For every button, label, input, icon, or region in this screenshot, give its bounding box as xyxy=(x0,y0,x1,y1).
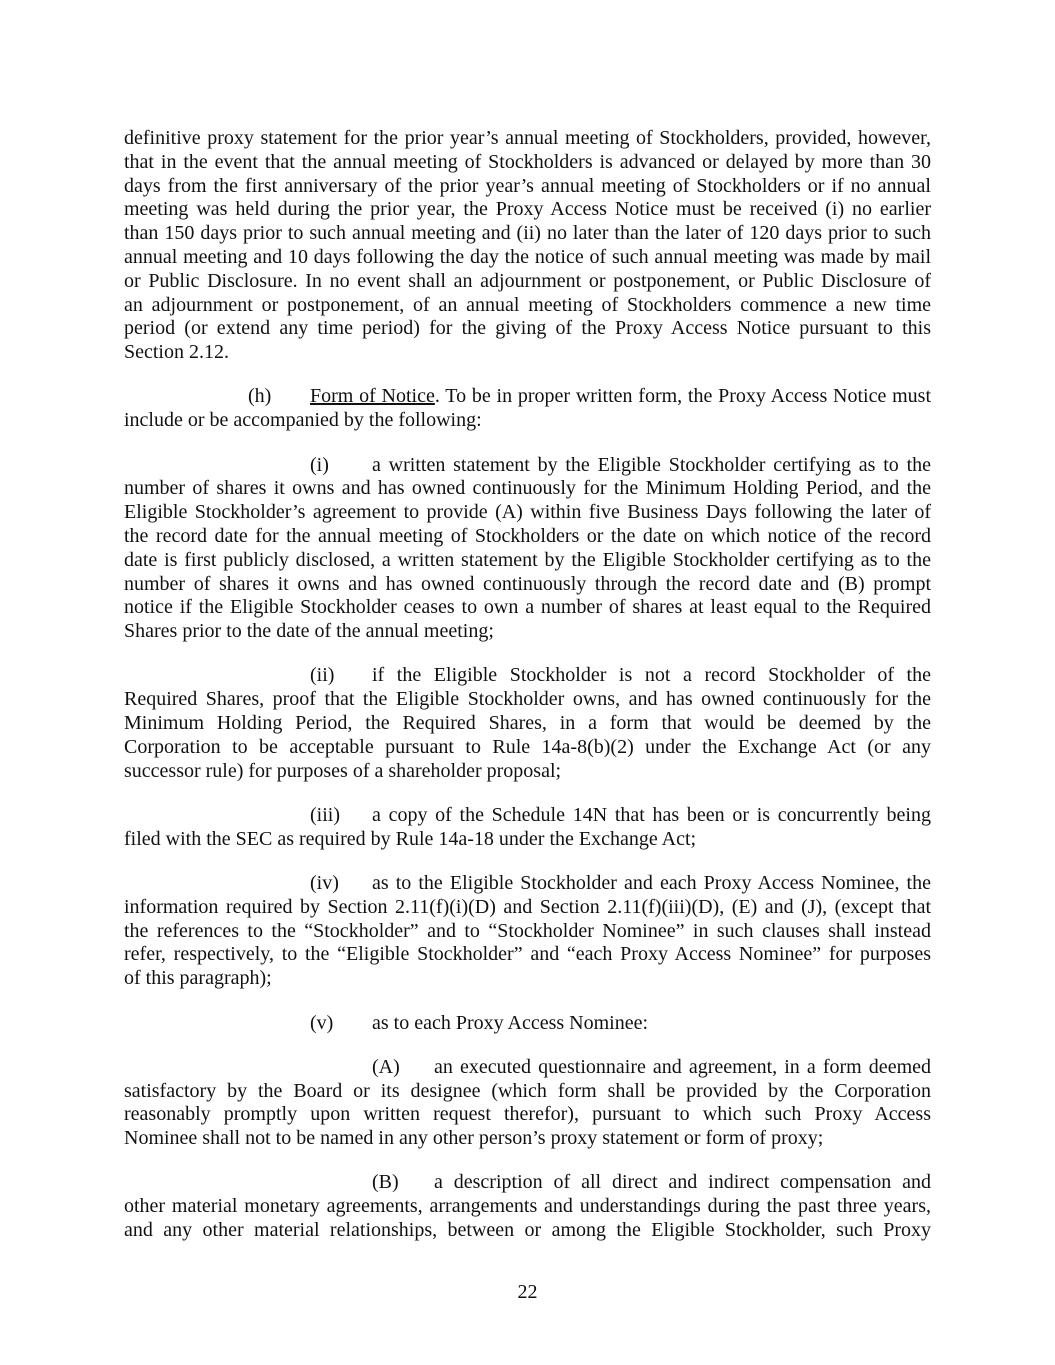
paragraph-first-line xyxy=(124,872,931,896)
line-text: Section 2.12. xyxy=(124,341,229,364)
line-text: satisfactory by the Board or its designee (which form shall be provided by the Corporation xyxy=(124,1079,931,1102)
paragraph xyxy=(124,127,931,365)
clause-label: (iii) xyxy=(310,803,340,826)
line-text: as to each Proxy Access Nominee: xyxy=(372,1011,649,1034)
paragraph-first-line xyxy=(124,1171,931,1195)
paragraph-first-line xyxy=(124,454,931,478)
clause-label: (A) xyxy=(372,1055,400,1078)
line-text: definitive proxy statement for the prior year’s annual meeting of Stockholders, provided, however, xyxy=(124,127,931,149)
line-text: successor rule) for purposes of a shareholder proposal; xyxy=(124,759,562,782)
paragraph xyxy=(124,804,931,852)
line-text: meeting was held during the prior year, the Proxy Access Notice must be received (i) no earlier xyxy=(124,198,931,221)
paragraph-first-line xyxy=(124,127,931,151)
clause-label: (i) xyxy=(310,453,329,476)
line-text: information required by Section 2.11(f)(i)(D) and Section 2.11(f)(iii)(D), (E) and (J), (except that xyxy=(124,895,931,918)
paragraph-first-line xyxy=(124,804,931,828)
line-text: a written statement by the Eligible Stockholder certifying as to the xyxy=(372,453,931,476)
line-text: than 150 days prior to such annual meeting and (ii) no later than the later of 120 days prior to such xyxy=(124,222,931,245)
line-text: annual meeting and 10 days following the day the notice of such annual meeting was made by mail xyxy=(124,245,931,268)
line-text: number of shares it owns and has owned continuously through the record date and (B) prompt xyxy=(124,572,931,595)
line-text: if the Eligible Stockholder is not a record Stockholder of the xyxy=(372,664,931,687)
paragraph xyxy=(124,872,931,991)
line-text: Minimum Holding Period, the Required Shares, in a form that would be deemed by the xyxy=(124,712,931,735)
line-text: filed with the SEC as required by Rule 14a-18 under the Exchange Act; xyxy=(124,827,697,850)
document-body xyxy=(124,127,931,1263)
paragraph xyxy=(124,1056,931,1151)
paragraph xyxy=(124,664,931,783)
line-text: number of shares it owns and has owned continuously for the Minimum Holding Period, and the xyxy=(124,477,931,500)
line-text: the references to the “Stockholder” and to “Stockholder Nominee” in such clauses shall instead xyxy=(124,919,931,942)
paragraph-first-line xyxy=(124,1056,931,1080)
line-text: an executed questionnaire and agreement, in a form deemed xyxy=(434,1055,931,1078)
paragraph-first-line xyxy=(124,664,931,688)
line-text: a description of all direct and indirect compensation and xyxy=(434,1171,931,1194)
line-text: Eligible Stockholder’s agreement to provide (A) within five Business Days following the later of xyxy=(124,501,931,524)
paragraph-first-line xyxy=(124,1012,931,1036)
clause-label: (v) xyxy=(310,1011,334,1034)
line-text: or Public Disclosure. In no event shall an adjournment or postponement, or Public Disclosure of xyxy=(124,269,931,292)
paragraph xyxy=(124,454,931,644)
line-text: Nominee shall not to be named in any other person’s proxy statement or form of proxy; xyxy=(124,1127,824,1150)
paragraph xyxy=(124,1012,931,1036)
line-text: other material monetary agreements, arrangements and understandings during the past three years, xyxy=(124,1195,931,1218)
page-number: 22 xyxy=(517,1281,538,1303)
line-text: include or be accompanied by the following: xyxy=(124,409,482,432)
line-text: the record date for the annual meeting of Stockholders or the date on which notice of the record xyxy=(124,524,931,547)
paragraph xyxy=(124,385,931,433)
clause-label: (h) xyxy=(248,385,272,408)
clause-label: (B) xyxy=(372,1171,399,1194)
clause-label: (ii) xyxy=(310,664,335,687)
line-text: of this paragraph); xyxy=(124,967,272,990)
line-text: and any other material relationships, between or among the Eligible Stockholder, such Proxy xyxy=(124,1219,931,1242)
line-text: notice if the Eligible Stockholder ceases to own a number of shares at least equal to the Required xyxy=(124,596,931,619)
line-text: Shares prior to the date of the annual meeting; xyxy=(124,620,494,643)
line-text: Required Shares, proof that the Eligible Stockholder owns, and has owned continuously for the xyxy=(124,688,931,711)
line-text: days from the first anniversary of the prior year’s annual meeting of Stockholders or if no annual xyxy=(124,174,931,197)
line-text: that in the event that the annual meeting of Stockholders is advanced or delayed by more than 30 xyxy=(124,150,931,173)
clause-heading: Form of Notice xyxy=(310,385,435,408)
line-text: as to the Eligible Stockholder and each Proxy Access Nominee, the xyxy=(372,872,931,895)
line-text: refer, respectively, to the “Eligible Stockholder” and “each Proxy Access Nominee” for purposes xyxy=(124,943,931,966)
line-text: . To be in proper written form, the Proxy Access Notice must xyxy=(434,385,932,408)
line-text: an adjournment or postponement, of an annual meeting of Stockholders commence a new time xyxy=(124,293,931,316)
clause-label: (iv) xyxy=(310,872,339,895)
paragraph-first-line xyxy=(124,385,931,409)
line-text: a copy of the Schedule 14N that has been or is concurrently being xyxy=(372,803,931,826)
line-text: Corporation to be acceptable pursuant to Rule 14a-8(b)(2) under the Exchange Act (or any xyxy=(124,735,931,758)
line-text: period (or extend any time period) for the giving of the Proxy Access Notice pursuant to this xyxy=(124,317,931,340)
paragraph xyxy=(124,1171,931,1242)
line-text: reasonably promptly upon written request therefor), pursuant to which such Proxy Access xyxy=(124,1103,931,1126)
line-text: date is first publicly disclosed, a written statement by the Eligible Stockholder certifying as to the xyxy=(124,548,931,571)
